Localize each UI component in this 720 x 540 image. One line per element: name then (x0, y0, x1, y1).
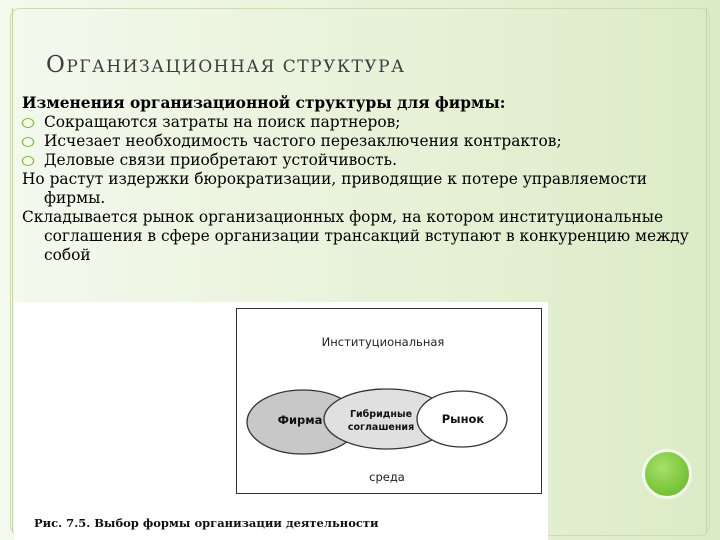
diagram-box (236, 308, 542, 494)
figure (14, 302, 548, 540)
bullet-text: Исчезает необходимость частого перезаключения контрактов; (44, 132, 562, 150)
bullet-item (22, 151, 702, 170)
paragraph-bureaucracy: Но растут издержки бюрократизации, приводящие к потере управляемости фирмы. (22, 170, 647, 207)
ring-bullet-icon (22, 156, 35, 166)
bullet-item (22, 132, 702, 151)
ring-bullet-icon (22, 118, 35, 128)
label-hybrid-line-1: Гибридные (349, 409, 413, 420)
figure-caption: Рис. 7.5. Выбор формы организации деятельности (34, 516, 379, 530)
slide-title-initial: О (46, 52, 67, 78)
slide-content (22, 94, 702, 265)
slide-edge-line-right (706, 8, 707, 532)
bullet-text: Деловые связи приобретают устойчивость. (44, 151, 397, 169)
slide-edge-line-left (12, 8, 13, 532)
diagram-svg (237, 309, 543, 495)
label-institutional: Институциональная (321, 335, 445, 349)
ring-bullet-icon (22, 137, 35, 147)
slide-title-rest: РГАНИЗАЦИОННАЯ СТРУКТУРА (66, 57, 406, 77)
bullet-item (22, 113, 702, 132)
label-hybrid-line-2: соглашения (347, 422, 415, 433)
label-market: Рынок (441, 412, 485, 426)
paragraph-market-forms: Складывается рынок организационных форм, на котором институциональные соглашения в сфере организации трансакций вступают в конкуренцию между собой (22, 208, 689, 264)
content-heading: Изменения организационной структуры для фирмы: (22, 94, 506, 112)
decorative-green-circle (642, 449, 692, 499)
bullet-text: Сокращаются затраты на поиск партнеров; (44, 113, 401, 131)
slide-title (46, 52, 405, 78)
label-firm: Фирма (277, 413, 323, 427)
label-environment: среда (369, 470, 405, 484)
